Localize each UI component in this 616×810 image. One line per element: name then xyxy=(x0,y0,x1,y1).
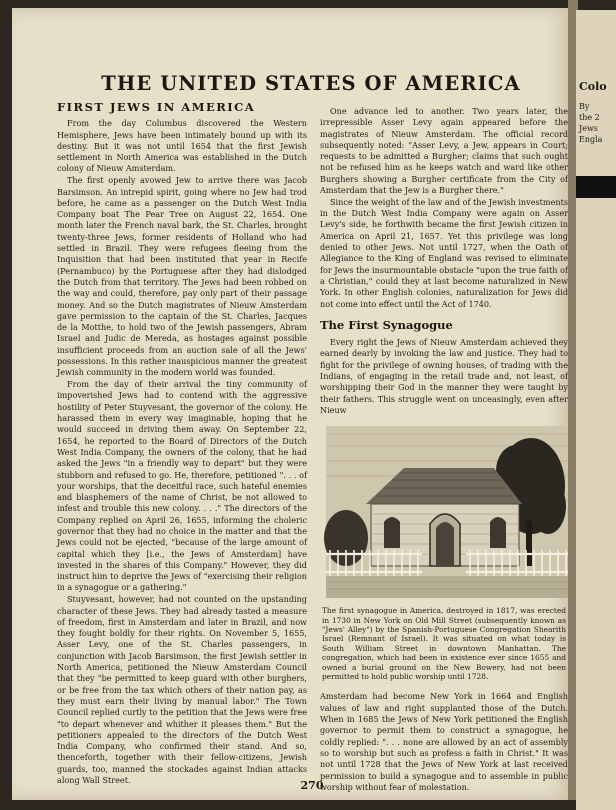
adjacent-page-line: By xyxy=(579,102,590,111)
adjacent-page-line: Jews xyxy=(579,124,598,133)
paragraph: Amsterdam had become New York in 1664 and English values of law and right supplanted those of the Dutch. When in 1685 the Jews of New York petitioned the English governor to permit them to construct a synagogue, he coldly replied: ". . . none are allowed by an act of assembly so to worship but such as profess a faith in Christ." It was not until 1728 that the Jews of New York at last received permission to build a synagogue and to assemble in public worship without fear of molestation. xyxy=(320,691,568,792)
paragraph: From the day Columbus discovered the Western Hemisphere, Jews have been intimately bound up with its destiny. But it was not until 1654 that the first Jewish settlement in North America was established in the Dutch colony of Nieuw Amsterdam. xyxy=(57,118,307,174)
section-heading-first-synagogue: The First Synagogue xyxy=(320,317,453,332)
adjacent-page-title: Colo xyxy=(579,80,607,93)
left-column xyxy=(57,102,307,786)
paragraph: Since the weight of the law and of the Jewish investments in the Dutch West India Company were again on Asser Levy's side, he forthwith became the first Jewish citizen in America on April 21, 1657. Yet this privilege was long denied to other Jews. Not until 1727, when the Oath of Allegiance to the King of England was revised to eliminate for Jews the insurmountable obstacle "upon the true faith of a Christian," could they at last become naturalized in New York. In other English colonies, naturalization for Jews did not come into effect until the Act of 1740. xyxy=(320,196,568,309)
paragraph: Every right the Jews of Nieuw Amsterdam achieved they earned dearly by invoking the law and justice. They had to fight for the privilege of owning houses, of trading with the Indians, of engaging in the retail trade and, not least, of worshipping their God in the manner they were taught by their fathers. This struggle went on unceasingly, even after Nieuw xyxy=(320,337,568,415)
page-title: THE UNITED STATES OF AMERICA xyxy=(101,72,521,95)
adjacent-page-photo xyxy=(576,176,616,198)
paragraph: The first openly avowed Jew to arrive there was Jacob Barsimson. An intrepid spirit, going where no Jew had trod before, he came as a passenger on the Dutch West India Company boat The Pear Tree on August 22, 1654. One month later the French naval bark, the St. Charles, brought twenty-three Jews, former residents of Holland who had settled in Brazil. They were refugees fleeing from the Inquisition that had been instituted that year in Recife (Pernambuco) by the Portuguese after they had dislodged the Dutch from that territory. The Jews had been robbed on the way and could, therefore, pay only part of their passage money. And so the Dutch magistrates of Nieuw Amsterdam gave permission to the captain of the St. Charles, Jacques de la Motthe, to hold two of the Jewish passengers, Abram Israel and Judic de Mereda, as hostages against possible insufficient proceeds from an auction sale of all the Jews' possessions. In this rather inauspicious manner the greatest Jewish community in the modern world was founded. xyxy=(57,175,307,378)
adjacent-page-line: the 2 xyxy=(579,113,600,122)
right-column xyxy=(320,106,568,793)
illustration-caption: The first synagogue in America, destroyed in 1817, was erected in 1730 in New York on Old Mill Street (subsequently known as "Jews' Alley") by the Spanish-Portuguese Congregation Shearith Israel (Remnant of Israel). It was situated on what today is South William Street in downtown Manhattan. The congregation, which had been in existence ever since 1655 and owned a burial ground on the New Bowery, had not been permitted to hold public worship until 1728. xyxy=(322,606,566,682)
adjacent-page-line: Engla xyxy=(579,135,603,144)
page-number: 270 xyxy=(300,779,324,792)
book-page xyxy=(12,8,572,800)
adjacent-page xyxy=(576,10,616,810)
synagogue-drawing xyxy=(326,426,568,598)
paragraph: From the day of their arrival the tiny community of impoverished Jews had to contend with the aggressive hostility of Peter Stuyvesant, the governor of the colony. He harassed them in every way imaginable, hoping that he would succeed in driving them away. On September 22, 1654, he reported to the Board of Directors of the Dutch West India Company, the owners of the colony, that he had asked the Jews "in a friendly way to depart" but they were stubborn and refused to go. He, therefore, petitioned ". . . of your worships, that the deceitful race, such hateful enemies and blasphemers of the name of Christ, be not allowed to infest and trouble this new colony. . . ." The directors of the Company replied on April 26, 1655, informing the choleric governor that they had no choice in the matter and that the Jews could not be ejected, "because of the large amount of capital which they [i.e., the Jews of Amsterdam] have invested in the shares of this Company." However, they did instruct him to deprive the Jews of "exercising their religion in a synagogue or a gathering." xyxy=(57,379,307,593)
section-heading-first-jews: FIRST JEWS IN AMERICA xyxy=(57,100,256,114)
paragraph: One advance led to another. Two years later, the irrepressible Asser Levy again appeared before the magistrates of Nieuw Amsterdam. The official record subsequently noted: "Asser Levy, a Jew, appears in Court; requests to be admitted a Burgher; claims that such ought not be refused him as he keeps watch and ward like other Burghers showing a Burgher certificate from the City of Amsterdam that the Jew is a Burgher there." xyxy=(320,106,568,196)
synagogue-illustration xyxy=(326,426,568,598)
paragraph: Stuyvesant, however, had not counted on the upstanding character of these Jews. They had already tasted a measure of freedom, first in Amsterdam and later in Brazil, and now they fought boldly for their rights. On November 5, 1655, Asser Levy, one of the St. Charles passengers, in conjunction with Jacob Barsimson, the first Jewish settler in North America, petitioned the Nieuw Amsterdam Council that they "be permitted to keep guard with other burghers, or be free from the tax which others of their nation pay, as they must earn their living by manual labor." The Town Council replied curtly to the petition that the Jews were free "to depart whenever and whither it pleases them." But the petitioners appealed to the directors of the Dutch West India Company, who confirmed their stand. And so, thenceforth, together with their fellow-citizens, Jewish guards, too, manned the stockades against Indian attacks along Wall Street. xyxy=(57,594,307,786)
